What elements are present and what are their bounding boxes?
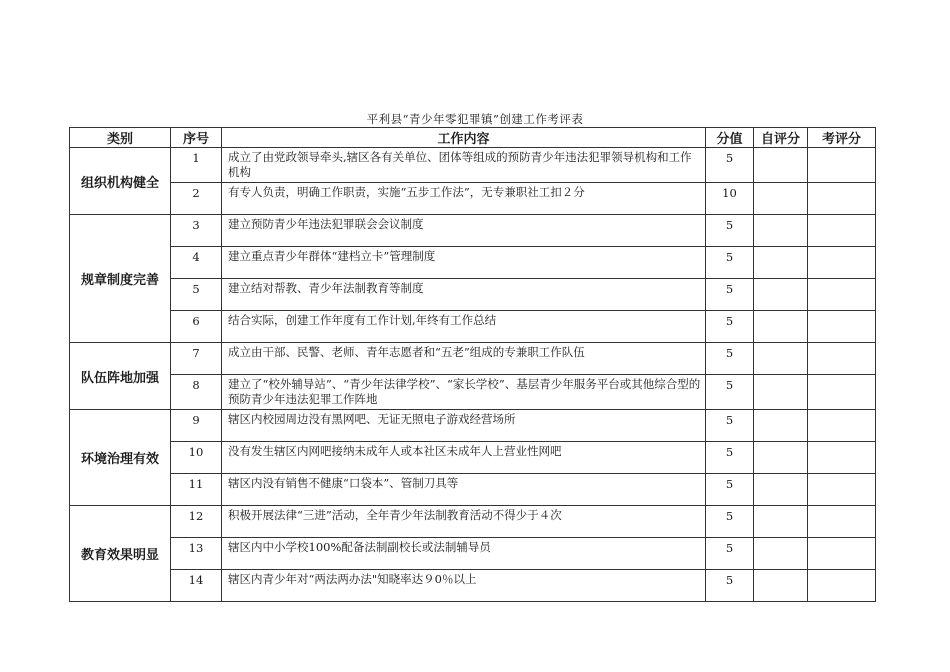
row-content: 辖区内中小学校100%配备法制副校长或法制辅导员 (222, 538, 706, 570)
page-title: 平利县“青少年零犯罪镇”创建工作考评表 (366, 112, 584, 126)
row-number: 13 (171, 538, 222, 570)
self-score-cell (754, 343, 808, 375)
table-row (70, 215, 876, 247)
review-score-cell (808, 474, 876, 506)
row-content: 有专人负责，明确工作职责，实施“五步工作法”，无专兼职社工扣２分 (222, 183, 706, 215)
review-score-cell (808, 343, 876, 375)
row-content: 建立结对帮教、青少年法制教育等制度 (222, 279, 706, 311)
header-seq: 序号 (171, 128, 222, 148)
row-number: 11 (171, 474, 222, 506)
row-content: 积极开展法律“三进”活动，全年青少年法制教育活动不得少于４次 (222, 506, 706, 538)
row-score: 10 (706, 183, 754, 215)
row-number: 2 (171, 183, 222, 215)
row-score: 5 (706, 506, 754, 538)
review-score-cell (808, 311, 876, 343)
row-content: 建立了“校外辅导站”、“青少年法律学校”、“家长学校”、基层青少年服务平台或其他综合型的预防青少年违法犯罪工作阵地 (222, 375, 706, 410)
row-score: 5 (706, 343, 754, 375)
row-number: 1 (171, 148, 222, 183)
review-score-cell (808, 215, 876, 247)
table-row (70, 343, 876, 375)
table-row (70, 506, 876, 538)
review-score-cell (808, 183, 876, 215)
row-score: 5 (706, 148, 754, 183)
row-number: 14 (171, 570, 222, 602)
row-content: 建立预防青少年违法犯罪联会会议制度 (222, 215, 706, 247)
row-number: 4 (171, 247, 222, 279)
header-review-score: 考评分 (808, 128, 876, 148)
row-score: 5 (706, 538, 754, 570)
row-content: 辖区内校园周边没有黑网吧、无证无照电子游戏经营场所 (222, 410, 706, 442)
row-number: 10 (171, 442, 222, 474)
table-row (70, 474, 876, 506)
row-number: 7 (171, 343, 222, 375)
row-score: 5 (706, 375, 754, 410)
self-score-cell (754, 311, 808, 343)
row-number: 12 (171, 506, 222, 538)
row-content: 成立由干部、民警、老师、青年志愿者和“五老”组成的专兼职工作队伍 (222, 343, 706, 375)
row-content: 没有发生辖区内网吧接纳未成年人或本社区未成年人上营业性网吧 (222, 442, 706, 474)
self-score-cell (754, 506, 808, 538)
table-row (70, 311, 876, 343)
category-cell: 环境治理有效 (70, 410, 171, 506)
table-row (70, 410, 876, 442)
row-number: 6 (171, 311, 222, 343)
review-score-cell (808, 247, 876, 279)
row-score: 5 (706, 570, 754, 602)
evaluation-table (69, 127, 876, 602)
review-score-cell (808, 538, 876, 570)
category-cell: 教育效果明显 (70, 506, 171, 602)
review-score-cell (808, 570, 876, 602)
self-score-cell (754, 570, 808, 602)
table-row (70, 442, 876, 474)
row-score: 5 (706, 442, 754, 474)
category-cell: 队伍阵地加强 (70, 343, 171, 410)
self-score-cell (754, 215, 808, 247)
header-row (70, 128, 876, 148)
self-score-cell (754, 148, 808, 183)
header-category: 类别 (70, 128, 171, 148)
row-score: 5 (706, 474, 754, 506)
row-content: 建立重点青少年群体“建档立卡”管理制度 (222, 247, 706, 279)
self-score-cell (754, 183, 808, 215)
table-row (70, 538, 876, 570)
row-content: 辖区内青少年对“两法两办法"知晓率达９0％以上 (222, 570, 706, 602)
review-score-cell (808, 506, 876, 538)
row-score: 5 (706, 311, 754, 343)
row-content: 辖区内没有销售不健康“口袋本”、管制刀具等 (222, 474, 706, 506)
self-score-cell (754, 247, 808, 279)
row-score: 5 (706, 410, 754, 442)
table-row (70, 375, 876, 410)
self-score-cell (754, 442, 808, 474)
self-score-cell (754, 375, 808, 410)
header-self-score: 自评分 (754, 128, 808, 148)
self-score-cell (754, 474, 808, 506)
row-number: 5 (171, 279, 222, 311)
table-row (70, 183, 876, 215)
table-row (70, 148, 876, 183)
category-cell: 组织机构健全 (70, 148, 171, 215)
row-number: 8 (171, 375, 222, 410)
row-score: 5 (706, 279, 754, 311)
header-score: 分值 (706, 128, 754, 148)
review-score-cell (808, 375, 876, 410)
row-score: 5 (706, 247, 754, 279)
table-row (70, 247, 876, 279)
table-row (70, 279, 876, 311)
review-score-cell (808, 148, 876, 183)
table-row (70, 570, 876, 602)
row-number: 3 (171, 215, 222, 247)
row-content: 成立了由党政领导牵头,辖区各有关单位、团体等组成的预防青少年违法犯罪领导机构和工作机构 (222, 148, 706, 183)
self-score-cell (754, 538, 808, 570)
self-score-cell (754, 279, 808, 311)
row-content: 结合实际，创建工作年度有工作计划,年终有工作总结 (222, 311, 706, 343)
review-score-cell (808, 279, 876, 311)
row-score: 5 (706, 215, 754, 247)
header-content: 工作内容 (222, 128, 706, 148)
review-score-cell (808, 442, 876, 474)
row-number: 9 (171, 410, 222, 442)
self-score-cell (754, 410, 808, 442)
category-cell: 规章制度完善 (70, 215, 171, 343)
review-score-cell (808, 410, 876, 442)
